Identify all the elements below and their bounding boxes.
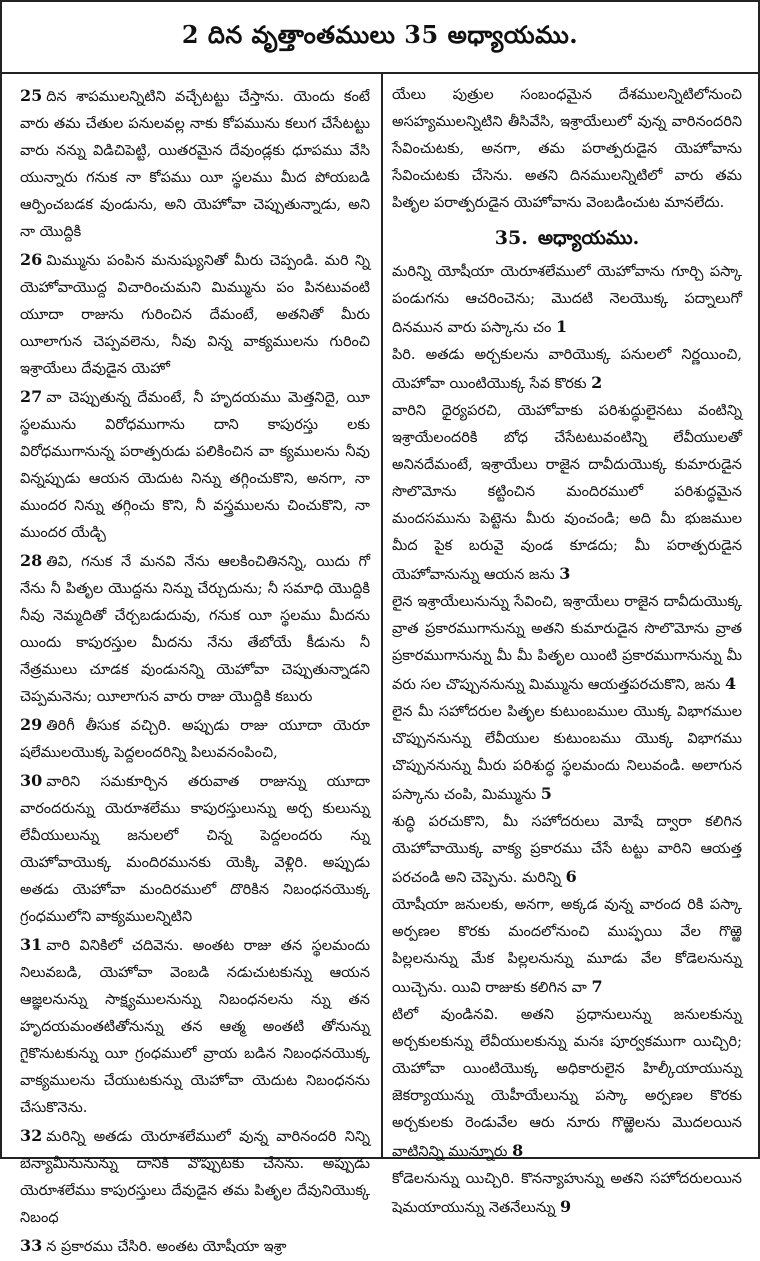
- verse: [392, 809, 742, 892]
- verse-text: శుద్ధి పరచుకొని, మీ సహోదరులు మోషే ద్వారా కలిగిన యెహోవాయొక్క వాక్య ప్రకారము చేసే టట్టు వారిని ఆయత్త పరచండి అని చెప్పెను. మరిన్ని: [392, 814, 742, 886]
- verse-number: 32: [20, 1126, 43, 1145]
- verse-text: వారిని ధైర్యపరచి, యెహోవాకు పరిశుద్ధులైనటు వంటిన్ని ఇశ్రాయేలందరికి బోధ చేసేటటువంటిన్ని లేవీయులతో అనినదేమంటే, ఇశ్రాయేలు రాజైన దావీదుయొక్క కుమారుడైన సొలొమోను కట్టించిన మందిరములో పరిశుద్ధమైన మందసమును పెట్టెను మీరు వుంచండి; అది మీ భుజముల మీద పైక బరువై వుండ కూడదు; మీ పరాత్పరుడైన యెహోవానున్ను ఆయన జను: [392, 403, 742, 583]
- verse: [20, 246, 370, 383]
- verse-text: కోడెలనున్ను యిచ్చిరి. కొనన్యాహున్ను అతని సహోదరులయిన షెమయాయున్ను నెతనేలున్ను: [392, 1171, 742, 1216]
- verse-number: 3: [559, 564, 571, 583]
- verse-number: 30: [20, 771, 43, 790]
- left-column: [20, 82, 370, 1255]
- chapter-label: అధ్యాయము.: [537, 227, 640, 249]
- verse-text: దిన శాపములన్నిటిని వచ్చేటట్టు చేస్తాను. యెందు కంటే వారు తమ చేతుల పనులవల్ల నాకు కోపమును కలుగ చేసేటట్టు వారు నన్ను విడిచిపెట్టి, యితరమైన దేవుండ్లకు ధూపము వేసి యున్నారు గనుక నా కోపము యీ స్థలము మీద పోయబడి ఆర్పించబడక వుండును, అని యెహోవా చెప్పుతున్నాడు, అని నా యొద్దికి: [20, 89, 370, 240]
- verse: [392, 342, 742, 398]
- verse-number: 6: [565, 867, 577, 886]
- page-header: [2, 2, 758, 74]
- verse-number: 33: [20, 1236, 43, 1255]
- verse-text: లైన ఇశ్రాయేలునున్ను సేవించి, ఇశ్రాయేలు రాజైన దావీదుయొక్క వ్రాత ప్రకారముగానున్ను అతని కుమారుడైన సొలొమోను వ్రాత ప్రకారముగానున్ను మీ మీ పితృల యింటి ప్రకారముగానున్ను మీ వరు సల చొప్పుననున్ను మిమ్మును ఆయత్తపరచుకొని, జను: [392, 594, 742, 693]
- verse-number: 27: [20, 387, 43, 406]
- verse-text: తివి, గనుక నే మనవి నేను ఆలకించితినన్ని, యిదు గో నేను నీ పితృల యొద్దను నిన్ను చేర్చుదును; నీ సమాధి యొద్దికి నీవు నెమ్మదితో చేర్చబడుదువు, గనుక యీ స్థలము మీదను యిందు కాపురస్తుల మీదను నేను తేబోయే కీడును నీ నేత్రములు చూడక వుండునన్ని యెహోవా చెప్పుతున్నాడని చెప్పమనెను; యీలాగున వారు రాజు యొద్దికి కబురు: [20, 554, 370, 705]
- verse-number: 31: [20, 935, 43, 954]
- continued-verse-text: యేలు పుత్రుల సంబంధమైన దేశములన్నిటిలోనుంచి అసహ్యములన్నిటిని తీసివేసి, ఇశ్రాయేలులో వున్న వారినందరిని సేవించుటకు, అనగా, తమ పరాత్పరుడైన యెహోవాను సేవించుటకు చేసెను. అతని దినములన్నిటిలో వారు తమ పితృల పరాత్పరుడైన యెహోవాను వెంబడించుట మానలేదు.: [392, 87, 742, 211]
- verse: [20, 711, 370, 767]
- verse: [20, 547, 370, 711]
- verse: [392, 259, 742, 342]
- verse: [20, 82, 370, 246]
- verse-text: లైన మీ సహోదరుల పితృల కుటుంబముల యొక్క విభాగముల చొప్పుననున్ను లేవీయుల కుటుంబము యొక్క విభాగము చొప్పుననున్ను మీరు పరిశుద్ధ స్థలమందు నిలువండి. అలాగున పస్కాను చంపి, మిమ్మును: [392, 704, 742, 803]
- verse: [20, 383, 370, 547]
- verse-number: 26: [20, 250, 43, 269]
- verse-text: న ప్రకారము చేసిరి. అంతట యోషీయా ఇశ్రా: [46, 1239, 287, 1255]
- verse-text: మరిన్ని యోషీయా యెరూశలేములో యెహోవాను గూర్చి పస్కా పండుగను ఆచరించెను; మొదటి నెలయొక్క పద్నాలుగో దినమున వారు పస్కాను చం: [392, 264, 742, 336]
- verse-text: తిరిగీ తీసుక వచ్చిరి. అప్పుడు రాజు యూదా యెరూ షలేములయొక్క పెద్దలందరిన్ని పిలువనంపించి,: [20, 718, 370, 761]
- verse-text: టిలో వుండినవి. అతని ప్రధానులున్ను జనులకున్ను అర్చకులకున్ను లేవీయులకున్ను మనః పూర్వకముగా యిచ్చిరి; యెహోవా యింటియొక్క అధికారులైన హిల్కీయాయున్ను జెకర్యాయున్ను యెహీయేలున్ను పస్కా అర్పణల కొరకు అర్చకులకు రెండువేల ఆరు నూరు గొఱ్ఱెలను మొదలయిన వాటినిన్ని మున్నూరు: [392, 1007, 742, 1160]
- verse-number: 25: [20, 86, 43, 105]
- verse-text: వా చెప్పుతున్న దేమంటే, నీ హృదయము మెత్తనిదై, యీ స్థలమును విరోధముగాను దాని కాపురస్తు లకు విరోధముగానున్న పరాత్పరుడు పలికించిన వా క్యములను నీవు విన్నప్పుడు ఆయన యెదుట నిన్ను తగ్గించుకొని, అనగా, నా ముందర నిన్ను తగ్గించు కొని, నీ వస్త్రములను చించుకొని, నా ముందర యేడ్చి: [20, 390, 370, 541]
- verse: [20, 767, 370, 931]
- verse: [392, 398, 742, 589]
- verse: [392, 892, 742, 1002]
- verse: [20, 931, 370, 1122]
- verse: [392, 1002, 742, 1166]
- verse-text: వారిని సమకూర్చిన తరువాత రాజున్ను యూదా వారందరున్ను యెరూశలేము కాపురస్తులున్ను అర్చ కులున్ను లేవీయులున్ను జనులలో చిన్న పెద్దలందరు న్ను యెహోవాయొక్క మందిరమునకు యెక్కి వెళ్లిరి. అప్పుడు అతడు యెహోవా మందిరములో దొరికిన నిబంధనయొక్క గ్రంధములోని వాక్యములన్నిటిని: [20, 774, 370, 925]
- verse-number: 7: [591, 977, 603, 996]
- chapter-number: 35.: [494, 227, 528, 249]
- verse-number: 4: [724, 674, 737, 693]
- verse-number: 5: [540, 784, 552, 803]
- verse: [392, 699, 742, 809]
- right-column: [392, 82, 742, 1216]
- verse-text: పిరి. అతడు అర్చకులను వారియొక్క పనులలో నిర్ణయించి, యెహోవా యింటియొక్క సేవ కొరకు: [392, 347, 742, 392]
- verse: [392, 589, 742, 699]
- verse-number: 2: [591, 373, 603, 392]
- verse-number: 1: [555, 317, 568, 336]
- verse-number: 9: [559, 1197, 572, 1216]
- verse-number: 28: [20, 551, 43, 570]
- verse-number: 29: [20, 715, 43, 734]
- verse: [20, 1232, 370, 1261]
- column-divider: [381, 72, 383, 1157]
- verse-number: 8: [512, 1141, 524, 1160]
- page-title: 2 దిన వృత్తాంతములు 35 అధ్యాయము.: [181, 19, 579, 49]
- verse-text: మరిన్ని అతడు యెరూశలేములో వున్న వారినందరి నిన్ని బెన్యామీనునున్ను దానికి వొప్పుటకు చేసెను. అప్పుడు యెరూశలేము కాపురస్తులు దేవుడైన తమ పితృల దేవునియొక్క నిబంధ: [20, 1129, 370, 1226]
- chapter-heading: [392, 223, 742, 253]
- verse-text: వారి వినికిలో చదివెను. అంతట రాజు తన స్థలమందు నిలువబడి, యెహోవా వెంబడి నడుచుటకున్ను ఆయన ఆజ్ఞలనున్ను సాక్ష్యములనున్ను నిబంధనలను న్ను తన హృదయమంతటితోనున్ను తన ఆత్మ అంతటి తోనున్ను గైకొనుటకున్ను యీ గ్రంధములో వ్రాయ బడిన నిబంధనయొక్క వాక్యములను చేయుటకున్ను యెహోవా యెదుట నిబంధనను చేసుకొనెను.: [20, 938, 370, 1116]
- verse-text: యోషీయా జనులకు, అనగా, అక్కడ వున్న వారంద రికి పస్కా అర్పణల కొరకు మందలోనుంచి ముప్ఫయి వేల గొఱ్ఱె పిల్లలనున్ను మేక పిల్లలనున్ను మూడు వేల కోడెలనున్ను యిచ్చెను. యివి రాజుకు కలిగిన వా: [392, 897, 742, 996]
- verse-text: మిమ్మును పంపిన మనుష్యునితో మీరు చెప్పండి. మరి న్ని యెహోవాయొద్ద విచారించుమని మిమ్మును పం పినటువంటి యూదా రాజును గురించిన దేమంటే, అతనితో మీరు యీలాగున చెప్పవలెను, నీవు విన్న వాక్యములను గురించి ఇశ్రాయేలు దేవుడైన యెహో: [20, 253, 370, 377]
- verse: [392, 1166, 742, 1222]
- verse: [20, 1122, 370, 1232]
